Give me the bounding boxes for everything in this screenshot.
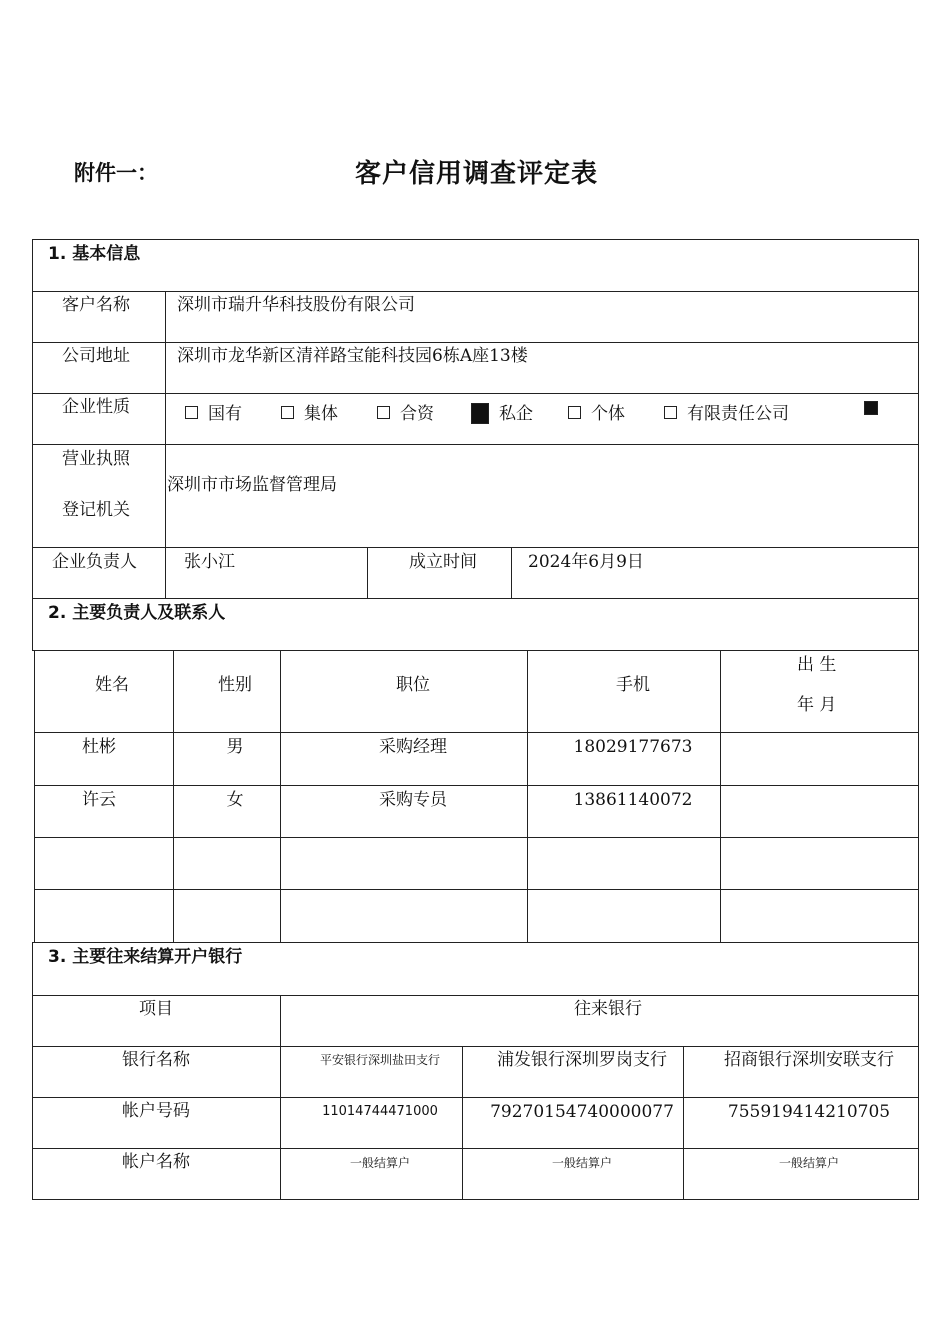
contact-row-2-name: 许云 <box>82 790 116 810</box>
bank-2-account-name: 一般结算户 <box>551 1156 613 1170</box>
contact-row-1-gender: 男 <box>226 737 244 757</box>
section2-heading: 2. 主要负责人及联系人 <box>48 603 226 623</box>
nature-option-collective[interactable] <box>281 399 338 424</box>
page-title: 客户信用调查评定表 <box>355 159 599 189</box>
founded-label: 成立时间 <box>409 552 477 572</box>
customer-name-value: 深圳市瑞升华科技股份有限公司 <box>177 295 415 315</box>
checkbox-unchecked-icon <box>664 406 677 419</box>
filled-square-icon <box>864 401 878 415</box>
col-position-header: 职位 <box>396 675 430 695</box>
attachment-label: 附件一： <box>74 161 158 185</box>
bank-1-account-no: 11014744471000 <box>322 1104 438 1119</box>
nature-option-joint-venture[interactable] <box>377 399 434 424</box>
nature-option-label: 合资 <box>400 404 434 424</box>
section3-heading: 3. 主要往来结算开户银行 <box>48 947 243 967</box>
account-name-label: 帐户名称 <box>122 1152 190 1172</box>
contact-row-1-name: 杜彬 <box>82 737 116 757</box>
col-gender-header: 性别 <box>218 675 252 695</box>
checkbox-checked-icon <box>471 403 489 424</box>
section1-heading: 1. 基本信息 <box>48 244 141 264</box>
bank-3-account-name: 一般结算户 <box>778 1156 840 1170</box>
bank-2-name: 浦发银行深圳罗岗支行 <box>497 1050 667 1070</box>
banks-label: 往来银行 <box>574 999 642 1019</box>
col-phone-header: 手机 <box>616 675 650 695</box>
account-no-label: 帐户号码 <box>122 1101 190 1121</box>
nature-option-label: 有限责任公司 <box>687 404 789 424</box>
checkbox-unchecked-icon <box>568 406 581 419</box>
bank-1-account-name: 一般结算户 <box>349 1156 411 1170</box>
nature-label: 企业性质 <box>62 397 130 417</box>
nature-option-label: 私企 <box>499 404 533 424</box>
bank-name-label: 银行名称 <box>122 1050 190 1070</box>
license-label-line1: 营业执照 <box>62 449 130 469</box>
license-label-line2: 登记机关 <box>62 500 130 520</box>
address-value: 深圳市龙华新区清祥路宝能科技园6栋A座13楼 <box>177 346 528 366</box>
founded-value: 2024年6月9日 <box>528 552 644 572</box>
bank-3-name: 招商银行深圳安联支行 <box>724 1050 894 1070</box>
principal-value: 张小江 <box>184 552 235 572</box>
bank-3-account-no: 755919414210705 <box>727 1102 891 1122</box>
contact-row-2-position: 采购专员 <box>379 790 447 810</box>
checkbox-unchecked-icon <box>185 406 198 419</box>
contact-row-2-phone: 13861140072 <box>573 790 693 810</box>
nature-extra-mark <box>864 399 888 419</box>
item-label: 项目 <box>139 999 173 1019</box>
nature-option-limited-company[interactable] <box>664 399 789 424</box>
checkbox-unchecked-icon <box>377 406 390 419</box>
nature-option-state-owned[interactable] <box>185 399 242 424</box>
nature-option-label: 集体 <box>304 404 338 424</box>
customer-name-label: 客户名称 <box>62 295 130 315</box>
col-birth-header-line1: 出 生 <box>797 655 837 675</box>
contact-row-1-position: 采购经理 <box>379 737 447 757</box>
nature-option-label: 个体 <box>591 404 625 424</box>
contact-row-2-gender: 女 <box>226 790 244 810</box>
col-birth-header-line2: 年 月 <box>797 695 837 715</box>
checkbox-unchecked-icon <box>281 406 294 419</box>
address-label: 公司地址 <box>62 346 130 366</box>
nature-option-individual[interactable] <box>568 399 625 424</box>
license-authority-value: 深圳市市场监督管理局 <box>167 475 337 495</box>
col-name-header: 姓名 <box>95 675 129 695</box>
bank-1-name: 平安银行深圳盐田支行 <box>319 1053 441 1067</box>
contact-row-1-phone: 18029177673 <box>573 737 693 757</box>
nature-option-label: 国有 <box>208 404 242 424</box>
principal-label: 企业负责人 <box>52 552 137 572</box>
bank-2-account-no: 79270154740000077 <box>490 1102 674 1122</box>
nature-option-private[interactable] <box>471 399 533 425</box>
